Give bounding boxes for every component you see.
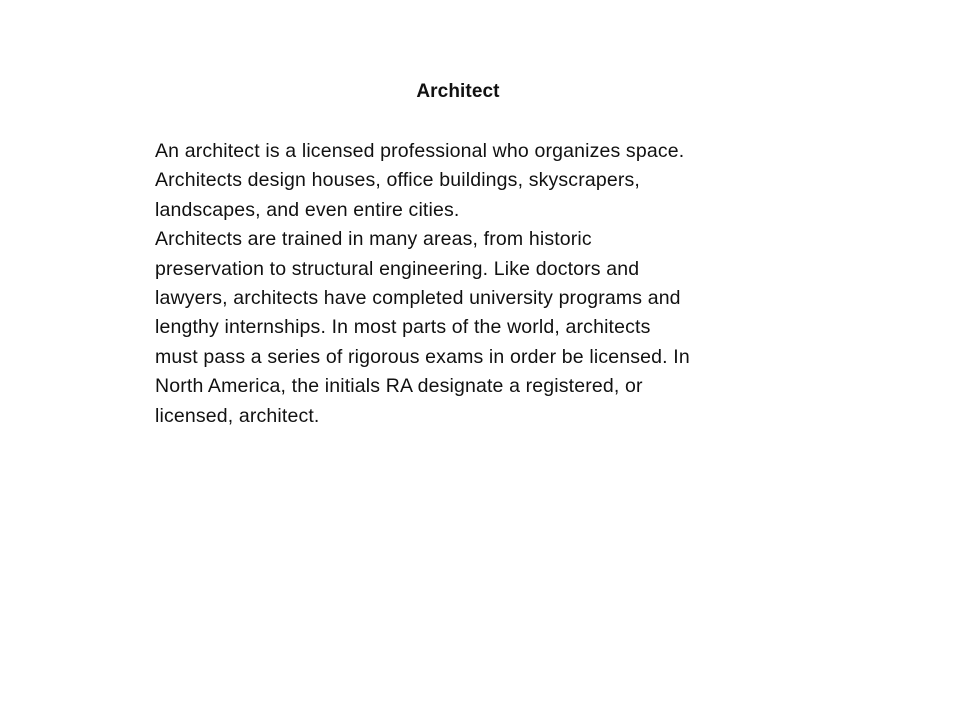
text-line: licensed, architect. bbox=[155, 404, 320, 427]
text-line: lawyers, architects have completed university programs and bbox=[155, 287, 681, 310]
page-title: Architect bbox=[416, 81, 500, 102]
text-line: preservation to structural engineering. Like doctors and bbox=[155, 257, 640, 280]
text-line: Architects are trained in many areas, from historic bbox=[155, 228, 592, 251]
paragraph-1 bbox=[155, 137, 755, 225]
paragraph-2 bbox=[155, 225, 755, 431]
text-line: must pass a series of rigorous exams in order be licensed. In bbox=[155, 345, 690, 368]
text-line: An architect is a licensed professional who organizes space. bbox=[155, 140, 685, 162]
text-line: North America, the initials RA designate a registered, or bbox=[155, 375, 643, 398]
text-line: landscapes, and even entire cities. bbox=[155, 198, 460, 221]
text-line: Architects design houses, office buildings, skyscrapers, bbox=[155, 169, 640, 192]
body-text bbox=[155, 137, 755, 431]
text-line: lengthy internships. In most parts of the world, architects bbox=[155, 316, 651, 339]
